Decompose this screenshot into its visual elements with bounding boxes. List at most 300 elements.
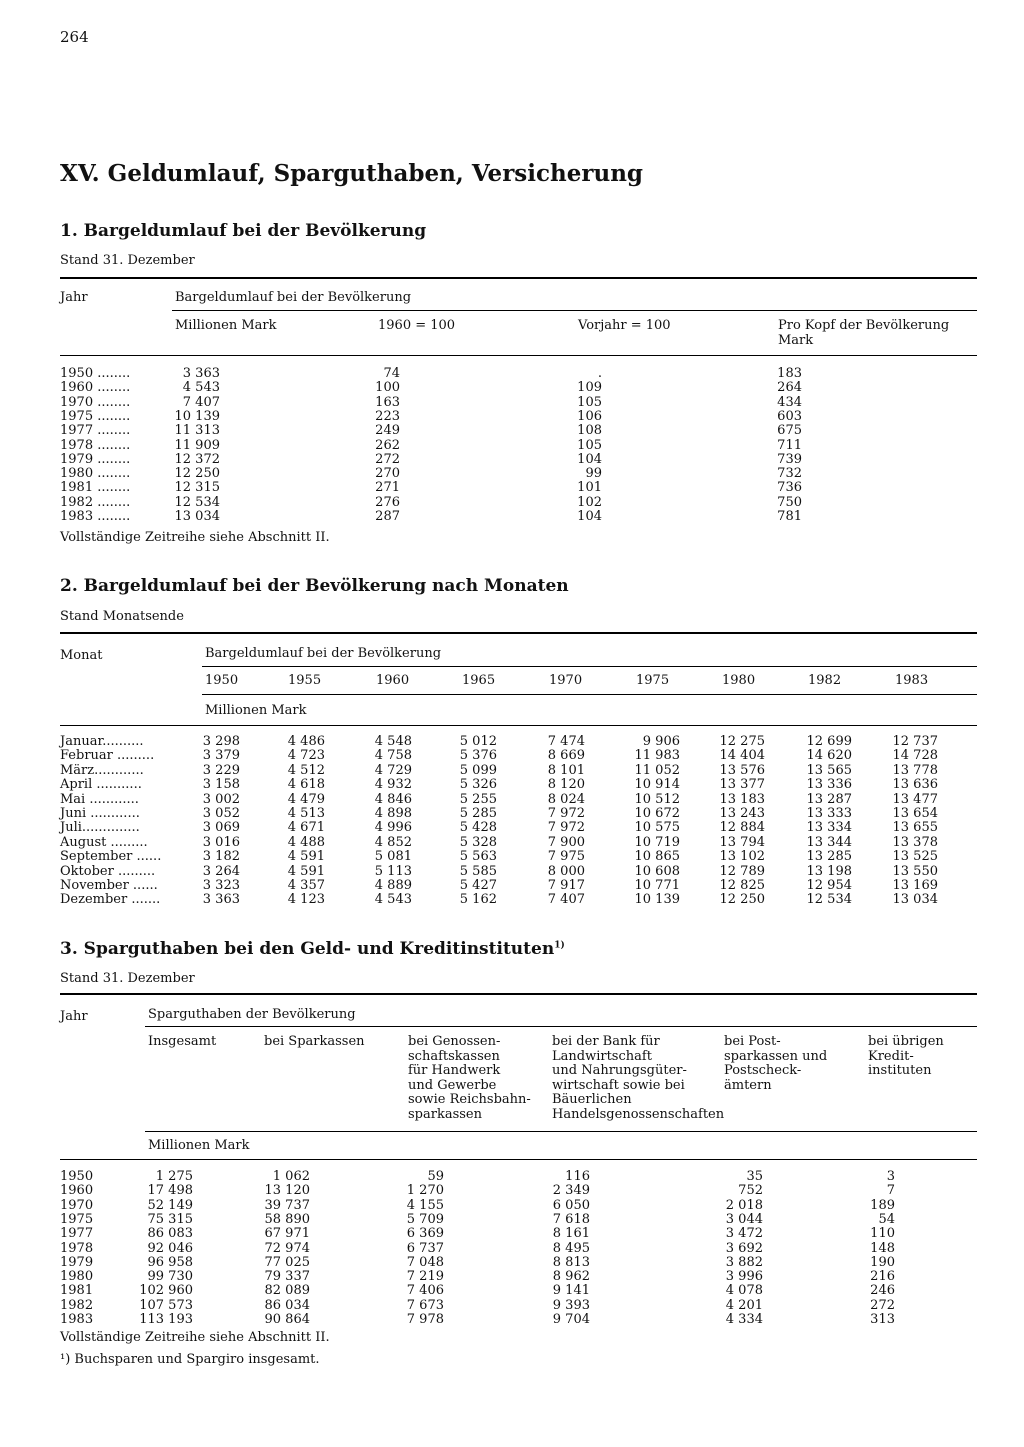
table1-row-year: 1977 ........: [60, 423, 131, 439]
chapter-title: XV. Geldumlauf, Sparguthaben, Versicherung: [60, 160, 643, 187]
table1-row-year: 1980 ........: [60, 466, 131, 482]
table2-cell: 13 655: [892, 820, 938, 836]
table3-group-header: Sparguthaben der Bevölkerung: [148, 1007, 356, 1022]
table2-cell: 8 024: [547, 791, 585, 807]
table3-col-year: Jahr: [60, 1009, 88, 1024]
table2-cell: 13 198: [806, 863, 852, 879]
table1-cell-prokopf: 732: [777, 466, 802, 482]
table3-cell: 107 573: [139, 1297, 193, 1313]
table2-cell: 3 298: [202, 734, 240, 749]
table1-cell-index: 249: [375, 423, 400, 439]
table3-col-header: Landwirtschaft: [552, 1048, 652, 1064]
table3-cell: 75 315: [147, 1211, 193, 1227]
table2-cell: 5 113: [374, 863, 412, 879]
table2-subtitle: Stand Monatsende: [60, 609, 184, 624]
table2-group-rule: [202, 666, 977, 667]
table3-col-header: wirtschaft sowie bei: [552, 1077, 685, 1093]
table2-cell: 7 972: [547, 820, 585, 836]
table3-cell: 3: [886, 1169, 895, 1184]
table3-cell: 3 996: [725, 1269, 763, 1285]
table2-cell: 13 636: [892, 777, 938, 793]
table2-cell: 3 002: [202, 791, 240, 807]
table1-col-1960: 1960 = 100: [378, 318, 456, 333]
table2-header-rule: [60, 725, 977, 726]
table1-cell-mio: 12 372: [174, 451, 220, 467]
table3-cell: 190: [870, 1254, 895, 1270]
table2-year-header: 1975: [636, 673, 670, 688]
table2-row-month: Juni ............: [60, 806, 140, 821]
table3-cell: 6 369: [406, 1226, 444, 1242]
table3-row-year: 1982: [60, 1297, 94, 1313]
table2-cell: 4 513: [287, 806, 325, 821]
table3-cell: 1 275: [155, 1169, 193, 1184]
table2-cell: 13 287: [806, 791, 852, 807]
table2-cell: 10 914: [634, 777, 680, 793]
table2-year-header: 1955: [288, 673, 322, 688]
table2-cell: 5 162: [459, 892, 497, 908]
table2-cell: 3 182: [202, 849, 240, 865]
table2-cell: 14 620: [806, 748, 852, 764]
table1-cell-vorjahr: 105: [577, 394, 602, 410]
table3-header-rule: [60, 1159, 977, 1160]
table3-cell: 7 048: [406, 1254, 444, 1270]
table1-cell-index: 272: [375, 451, 400, 467]
table3-row-year: 1950: [60, 1169, 94, 1184]
table2-cell: 5 376: [459, 748, 497, 764]
table2-cell: 13 525: [892, 849, 938, 865]
table2-cell: 8 120: [547, 777, 585, 793]
table2-row-month: Januar..........: [60, 734, 144, 749]
table2-cell: 5 328: [459, 834, 497, 850]
table2-cell: 13 576: [719, 762, 765, 778]
table1-cell-index: 270: [375, 466, 400, 482]
table2-cell: 13 285: [806, 849, 852, 865]
table2-cell: 11 052: [634, 762, 680, 778]
table2-cell: 4 729: [374, 762, 412, 778]
table2-cell: 13 169: [892, 878, 938, 893]
table3-cell: 6 050: [552, 1197, 590, 1213]
table2-cell: 13 794: [719, 834, 765, 850]
table2-cell: 4 889: [374, 878, 412, 893]
table2-cell: 13 102: [719, 849, 765, 865]
table3-cell: 4 201: [725, 1297, 763, 1313]
table1-cell-mio: 3 363: [182, 366, 220, 381]
table1-cell-index: 287: [375, 509, 400, 524]
table2-cell: 4 486: [287, 734, 325, 749]
table3-col-header: bei Post-: [724, 1034, 781, 1049]
table2-cell: 13 477: [892, 791, 938, 807]
table2-year-header: 1983: [895, 673, 929, 688]
table3-col-header: instituten: [868, 1063, 932, 1078]
table2-cell: 5 285: [459, 806, 497, 821]
table2-cell: 4 591: [287, 863, 325, 879]
table1-col-prokopf: Pro Kopf der Bevölkerung: [778, 318, 950, 333]
table3-row-year: 1983: [60, 1312, 94, 1327]
table2-cell: 7 972: [547, 806, 585, 821]
table3-cell: 72 974: [264, 1240, 310, 1256]
table1-cell-vorjahr: 109: [577, 380, 602, 396]
table3-cell: 116: [565, 1169, 590, 1184]
table3-col-header: Handelsgenossenschaften: [552, 1106, 725, 1122]
table1-title: 1. Bargeldumlauf bei der Bevölkerung: [60, 221, 427, 241]
table1-cell-vorjahr: .: [597, 366, 602, 381]
table3-cell: 39 737: [264, 1197, 310, 1213]
table2-cell: 14 728: [892, 748, 938, 764]
table3-cell: 7 673: [406, 1297, 444, 1313]
table2-cell: 12 275: [719, 734, 765, 749]
table2-row-month: Mai ............: [60, 791, 139, 807]
table2-cell: 12 250: [719, 892, 765, 908]
table2-cell: 5 255: [459, 791, 497, 807]
table1-cell-index: 276: [375, 494, 400, 510]
table2-cell: 13 243: [719, 806, 765, 821]
table2-cell: 3 069: [202, 820, 240, 836]
table3-cell: 9 141: [552, 1283, 590, 1299]
table3-cell: 3 692: [725, 1240, 763, 1256]
table3-cell: 7 219: [406, 1269, 444, 1285]
table3-cell: 148: [870, 1240, 895, 1256]
table2-row-month: November ......: [60, 878, 158, 893]
table1-cell-vorjahr: 105: [577, 437, 602, 453]
table2-cell: 14 404: [719, 748, 765, 764]
table2-cell: 10 865: [634, 849, 680, 865]
table1-group-rule: [172, 310, 977, 311]
table3-cell: 54: [878, 1211, 895, 1227]
table1-cell-index: 100: [375, 380, 400, 396]
table2-cell: 4 591: [287, 849, 325, 865]
table1-row-year: 1979 ........: [60, 451, 131, 467]
table3-cell: 4 155: [406, 1197, 444, 1213]
table3-cell: 9 704: [552, 1312, 590, 1327]
table3-cell: 2 349: [552, 1183, 590, 1199]
table3-cell: 8 962: [552, 1269, 590, 1285]
table3-row-year: 1977: [60, 1226, 94, 1242]
table1-cell-prokopf: 603: [777, 408, 802, 424]
table2-row-month: September ......: [60, 849, 162, 865]
table3-cell: 8 495: [552, 1240, 590, 1256]
table1-header-rule: [60, 355, 977, 356]
table1-row-year: 1960 ........: [60, 380, 131, 396]
table3-cell: 4 078: [725, 1283, 763, 1299]
table3-col-header: bei der Bank für: [552, 1034, 660, 1049]
table2-cell: 4 758: [374, 748, 412, 764]
table2-row-month: März............: [60, 762, 144, 778]
table3-cell: 58 890: [264, 1211, 310, 1227]
table2-cell: 13 336: [806, 777, 852, 793]
table3-cell: 13 120: [264, 1183, 310, 1199]
table2-cell: 9 906: [642, 734, 680, 749]
table3-cell: 7 406: [406, 1283, 444, 1299]
table2-cell: 12 884: [719, 820, 765, 836]
table1-cell-vorjahr: 104: [577, 451, 602, 467]
table1-row-year: 1950 ........: [60, 366, 131, 381]
table2-cell: 8 000: [547, 863, 585, 879]
table3-cell: 3 044: [725, 1211, 763, 1227]
table3-top-rule: [60, 993, 977, 995]
table2-year-header: 1965: [462, 673, 496, 688]
table1-col-year: Jahr: [60, 290, 88, 305]
table2-cell: 13 344: [806, 834, 852, 850]
table2-cell: 7 900: [547, 834, 585, 850]
table3-cell: 77 025: [264, 1254, 310, 1270]
table1-cell-mio: 12 534: [174, 494, 220, 510]
table3-row-year: 1975: [60, 1211, 94, 1227]
table2-cell: 13 377: [719, 777, 765, 793]
table2-cell: 4 852: [374, 834, 412, 850]
table2-cell: 3 363: [202, 892, 240, 908]
table3-cell: 52 149: [147, 1197, 193, 1213]
table2-cell: 13 654: [892, 806, 938, 821]
table2-cell: 13 778: [892, 762, 938, 778]
table3-col-header: Bäuerlichen: [552, 1092, 632, 1107]
table3-cell: 189: [870, 1197, 895, 1213]
table3-col-header: bei Genossen-: [408, 1034, 501, 1049]
table1-cell-prokopf: 183: [777, 366, 802, 381]
table2-cell: 5 428: [459, 820, 497, 836]
table3-cell: 313: [870, 1312, 895, 1327]
table1-cell-prokopf: 736: [777, 480, 802, 496]
table2-cell: 4 548: [374, 734, 412, 749]
table3-col-header: für Handwerk: [408, 1063, 501, 1078]
table2-cell: 5 585: [459, 863, 497, 879]
table1-cell-vorjahr: 106: [577, 408, 602, 424]
table3-footnote1: Vollständige Zeitreihe siehe Abschnitt II.: [60, 1330, 330, 1345]
table2-row-month: August .........: [60, 834, 148, 850]
table3-cell: 1 270: [406, 1183, 444, 1199]
table2-cell: 12 737: [892, 734, 938, 749]
table2-year-header: 1980: [722, 673, 756, 688]
table2-cell: 4 846: [374, 791, 412, 807]
table3-row-year: 1980: [60, 1269, 94, 1285]
table2-cell: 10 771: [634, 878, 680, 893]
table3-cell: 216: [870, 1269, 895, 1285]
table1-col-vorjahr: Vorjahr = 100: [578, 318, 671, 333]
table3-cell: 90 864: [264, 1312, 310, 1327]
table3-col-header: bei übrigen: [868, 1034, 944, 1049]
table2-year-header: 1982: [808, 673, 842, 688]
table2-row-month: Februar .........: [60, 748, 155, 764]
table1-row-year: 1978 ........: [60, 437, 131, 453]
table2-cell: 4 723: [287, 748, 325, 764]
table2-cell: 7 917: [547, 878, 585, 893]
table1-group-header: Bargeldumlauf bei der Bevölkerung: [175, 290, 412, 305]
table3-title-footnote-mark: 1): [554, 940, 565, 951]
table2-cell: 11 983: [634, 748, 680, 764]
table1-cell-prokopf: 264: [777, 380, 802, 396]
table1-row-year: 1975 ........: [60, 408, 131, 424]
table3-col-header: sparkassen: [408, 1106, 482, 1122]
table1-footnote: Vollständige Zeitreihe siehe Abschnitt II.: [60, 530, 330, 545]
page-number: 264: [60, 28, 89, 46]
table3-cell: 82 089: [264, 1283, 310, 1299]
table3-cell: 4 334: [725, 1312, 763, 1327]
table3-title: [60, 939, 565, 959]
table3-cell: 102 960: [139, 1283, 193, 1299]
table2-cell: 4 357: [287, 878, 325, 893]
table2-cell: 7 474: [547, 734, 585, 749]
table2-cell: 7 407: [547, 892, 585, 908]
table1-row-year: 1983 ........: [60, 509, 131, 524]
table3-row-year: 1970: [60, 1197, 94, 1213]
table3-row-year: 1960: [60, 1183, 94, 1199]
table2-cell: 3 264: [202, 863, 240, 879]
table3-cell: 8 161: [552, 1226, 590, 1242]
table3-col-header: bei Sparkassen: [264, 1034, 365, 1049]
table2-cell: 4 996: [374, 820, 412, 836]
table3-row-year: 1981: [60, 1283, 94, 1299]
table1-cell-vorjahr: 108: [577, 423, 602, 439]
table3-footnote2: ¹) Buchsparen und Spargiro insgesamt.: [60, 1352, 320, 1367]
table2-cell: 4 932: [374, 777, 412, 793]
table2-cell: 4 898: [374, 806, 412, 821]
table3-subtitle: Stand 31. Dezember: [60, 971, 195, 986]
table3-col-header: Insgesamt: [148, 1034, 217, 1049]
table2-row-month: Dezember .......: [60, 892, 161, 908]
table3-cell: 96 958: [147, 1254, 193, 1270]
table1-cell-mio: 11 313: [174, 423, 220, 439]
table3-cell: 99 730: [147, 1269, 193, 1285]
table1-cell-mio: 11 909: [174, 437, 220, 453]
table2-cell: 4 512: [287, 762, 325, 778]
table2-cell: 4 618: [287, 777, 325, 793]
table2-row-month: April ...........: [60, 777, 142, 793]
table2-cell: 8 101: [547, 762, 585, 778]
table2-cell: 3 158: [202, 777, 240, 793]
table1-cell-mio: 4 543: [182, 380, 220, 396]
table1-cell-mio: 12 315: [174, 480, 220, 496]
table3-cell: 113 193: [139, 1312, 193, 1327]
table3-cell: 17 498: [147, 1183, 193, 1199]
table2-unit: Millionen Mark: [205, 703, 307, 718]
table1-cell-mio: 7 407: [182, 394, 220, 410]
table3-group-rule: [145, 1026, 977, 1027]
table1-cell-prokopf: 750: [777, 494, 802, 510]
table3-cell: 67 971: [264, 1226, 310, 1242]
table2-cell: 5 427: [459, 878, 497, 893]
table1-cell-vorjahr: 101: [577, 480, 602, 496]
table3-unit: Millionen Mark: [148, 1138, 250, 1153]
table1-cell-prokopf: 675: [777, 423, 802, 439]
table1-cell-mio: 12 250: [174, 466, 220, 482]
table1-cell-index: 163: [375, 394, 400, 410]
table3-cell: 8 813: [552, 1254, 590, 1270]
table2-cell: 3 229: [202, 762, 240, 778]
table2-cell: 3 323: [202, 878, 240, 893]
table2-cell: 12 789: [719, 863, 765, 879]
table2-cell: 3 016: [202, 834, 240, 850]
table3-col-header: sowie Reichsbahn-: [408, 1092, 531, 1107]
table3-col-header: sparkassen und: [724, 1048, 828, 1064]
table2-cell: 10 512: [634, 791, 680, 807]
table2-top-rule: [60, 632, 977, 634]
table2-row-month: Oktober .........: [60, 863, 156, 879]
table2-cell: 12 825: [719, 878, 765, 893]
table3-cell: 5 709: [406, 1211, 444, 1227]
table3-cell: 752: [738, 1183, 763, 1199]
table2-cell: 4 123: [287, 892, 325, 908]
table2-row-month: Juli..............: [60, 820, 140, 836]
table2-col-month: Monat: [60, 648, 103, 663]
table2-cell: 4 671: [287, 820, 325, 836]
table2-cell: 10 139: [634, 892, 680, 908]
table2-cell: 10 575: [634, 820, 680, 836]
table1-row-year: 1970 ........: [60, 394, 131, 410]
table3-col-header: schaftskassen: [408, 1048, 500, 1064]
table1-cell-index: 271: [375, 480, 400, 496]
table2-year-header: 1960: [376, 673, 410, 688]
table3-cell: 2 018: [725, 1197, 763, 1213]
table2-cell: 13 333: [806, 806, 852, 821]
table1-cell-mio: 10 139: [174, 408, 220, 424]
table1-row-year: 1981 ........: [60, 480, 131, 496]
table1-cell-prokopf: 739: [777, 451, 802, 467]
table3-title-text: 3. Sparguthaben bei den Geld- und Kreditinstituten: [60, 939, 555, 959]
table1-top-rule: [60, 277, 977, 279]
table3-cell: 86 083: [147, 1226, 193, 1242]
table1-cell-index: 262: [375, 437, 400, 453]
table3-cell: 9 393: [552, 1297, 590, 1313]
table2-cell: 3 052: [202, 806, 240, 821]
table3-col-header: Kredit-: [868, 1048, 914, 1064]
table3-cell: 3 882: [725, 1254, 763, 1270]
table2-cell: 4 479: [287, 791, 325, 807]
table3-cell: 7: [886, 1183, 895, 1199]
table3-row-year: 1979: [60, 1254, 94, 1270]
table3-cell: 92 046: [147, 1240, 193, 1256]
table2-cell: 12 954: [806, 878, 852, 893]
table2-cell: 10 608: [634, 863, 680, 879]
table2-cell: 5 563: [459, 849, 497, 865]
table3-cell: 79 337: [264, 1269, 310, 1285]
table3-col-header: und Gewerbe: [408, 1077, 497, 1093]
table3-colhead-rule: [145, 1131, 977, 1132]
table1-cell-mio: 13 034: [174, 509, 220, 524]
table1-row-year: 1982 ........: [60, 494, 131, 510]
table3-cell: 6 737: [406, 1240, 444, 1256]
table2-cell: 4 543: [374, 892, 412, 908]
table2-cell: 4 488: [287, 834, 325, 850]
table3-cell: 1 062: [272, 1169, 310, 1184]
table1-col-mio: Millionen Mark: [175, 318, 277, 333]
table3-cell: 7 618: [552, 1211, 590, 1227]
table3-cell: 7 978: [406, 1312, 444, 1327]
table2-year-header: 1970: [549, 673, 583, 688]
table2-cell: 13 334: [806, 820, 852, 836]
table2-year-header: 1950: [205, 673, 239, 688]
table2-cell: 13 550: [892, 863, 938, 879]
table2-cell: 10 672: [634, 806, 680, 821]
table3-cell: 3 472: [725, 1226, 763, 1242]
table3-cell: 35: [746, 1169, 763, 1184]
table2-cell: 12 534: [806, 892, 852, 908]
table1-cell-prokopf: 781: [777, 509, 802, 524]
table3-cell: 86 034: [264, 1297, 310, 1313]
table1-cell-index: 223: [375, 408, 400, 424]
table3-col-header: Postscheck-: [724, 1063, 802, 1078]
table1-cell-prokopf: 711: [777, 437, 802, 453]
table3-cell: 59: [427, 1169, 444, 1184]
table3-cell: 272: [870, 1297, 895, 1313]
table3-col-header: ämtern: [724, 1077, 772, 1093]
table2-cell: 13 565: [806, 762, 852, 778]
table1-subtitle: Stand 31. Dezember: [60, 253, 195, 268]
table3-col-header: und Nahrungsgüter-: [552, 1063, 687, 1078]
table3-cell: 110: [870, 1226, 895, 1242]
table3-row-year: 1978: [60, 1240, 94, 1256]
table2-cell: 5 099: [459, 762, 497, 778]
table2-cell: 12 699: [806, 734, 852, 749]
table2-cell: 8 669: [547, 748, 585, 764]
